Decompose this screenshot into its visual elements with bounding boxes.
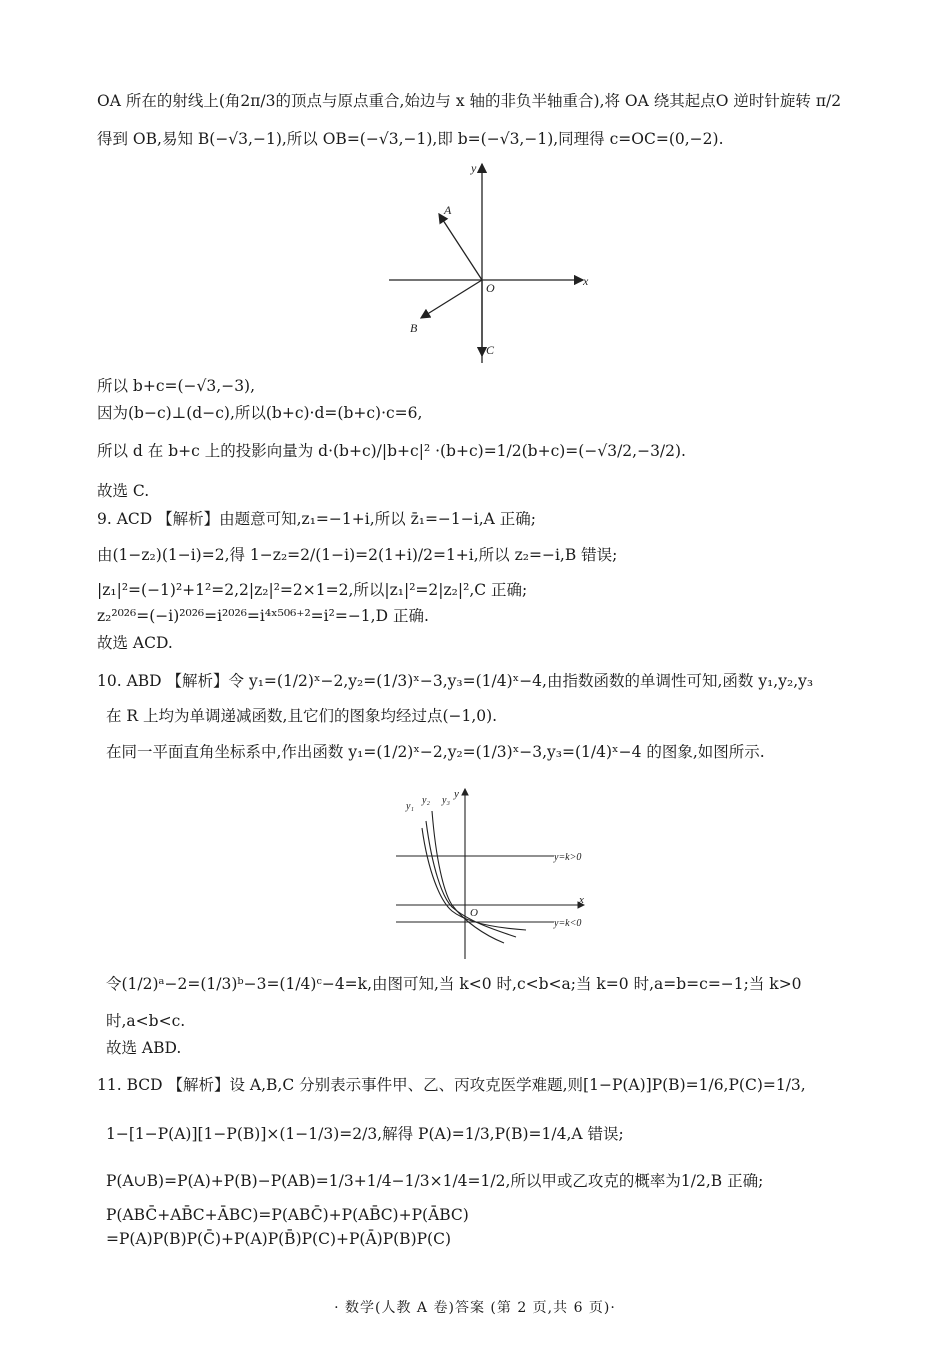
text-line-19: 1−[1−P(A)][1−P(B)]×(1−1/3)=2/3,解得 P(A)=1/3,P(B)=1/4,A 错误; — [106, 1125, 624, 1143]
text-line-17: 故选 ABD. — [106, 1039, 182, 1057]
label-y: y — [454, 788, 459, 800]
label-b: B — [410, 321, 418, 335]
label-y: y — [471, 161, 477, 175]
label-c: C — [486, 343, 495, 357]
label-k-positive: y=k>0 — [554, 852, 582, 863]
label-x: x — [579, 894, 584, 906]
label-x: x — [583, 274, 589, 288]
text-line-2: 得到 OB,易知 B(−√3,−1),所以 OB=(−√3,−1),即 b=(−√3,−1),同理得 c=OC=(0,−2). — [97, 130, 724, 148]
label-a: A — [444, 203, 452, 217]
vector-diagram — [383, 158, 603, 368]
label-y3: y₃ — [442, 795, 450, 806]
label-o: O — [470, 907, 478, 919]
label-y2: y₂ — [422, 795, 430, 806]
text-line-20: P(A∪B)=P(A)+P(B)−P(AB)=1/3+1/4−1/3×1/4=1/2,所以甲或乙攻克的概率为1/2,B 正确; — [106, 1172, 764, 1190]
label-y1: y₁ — [406, 801, 414, 812]
text-line-21: P(ABC̄+AB̄C+ĀBC)=P(ABC̄)+P(AB̄C)+P(ĀBC) — [106, 1206, 469, 1224]
curves-diagram — [392, 783, 602, 963]
label-o: O — [486, 281, 495, 295]
text-line-4: 因为(b−c)⊥(d−c),所以(b+c)·d=(b+c)·c=6, — [97, 404, 423, 422]
text-line-3: 所以 b+c=(−√3,−3), — [97, 377, 256, 395]
text-line-16: 时,a<b<c. — [106, 1012, 186, 1030]
vector-ob — [421, 280, 482, 318]
text-line-22: =P(A)P(B)P(C̄)+P(A)P(B̄)P(C)+P(Ā)P(B)P(C) — [106, 1230, 452, 1248]
text-line-18: 11. BCD 【解析】设 A,B,C 分别表示事件甲、乙、丙攻克医学难题,则[1−P(A)]P(B)=1/6,P(C)=1/3, — [97, 1076, 806, 1094]
text-line-14: 在同一平面直角坐标系中,作出函数 y₁=(1/2)ˣ−2,y₂=(1/3)ˣ−3,y₃=(1/4)ˣ−4 的图象,如图所示. — [106, 743, 765, 761]
text-line-8: 由(1−z₂)(1−i)=2,得 1−z₂=2/(1−i)=2(1+i)/2=1+i,所以 z₂=−i,B 错误; — [97, 546, 618, 564]
text-line-6: 故选 C. — [97, 482, 150, 500]
curve-y3 — [432, 811, 504, 943]
vector-oa — [439, 214, 482, 280]
page-footer: · 数学(人教 A 卷)答案 (第 2 页,共 6 页)· — [334, 1300, 616, 1316]
curve-y2 — [426, 821, 516, 937]
text-line-1: OA 所在的射线上(角2π/3的顶点与原点重合,始边与 x 轴的非负半轴重合),将 OA 绕其起点O 逆时针旋转 π/2 — [97, 92, 842, 110]
text-line-12: 10. ABD 【解析】令 y₁=(1/2)ˣ−2,y₂=(1/3)ˣ−3,y₃=(1/4)ˣ−4,由指数函数的单调性可知,函数 y₁,y₂,y₃ — [97, 672, 814, 690]
label-k-negative: y=k<0 — [554, 918, 582, 929]
text-line-11: 故选 ACD. — [97, 634, 173, 652]
text-line-15: 令(1/2)ᵃ−2=(1/3)ᵇ−3=(1/4)ᶜ−4=k,由图可知,当 k<0 时,c<b<a;当 k=0 时,a=b=c=−1;当 k>0 — [106, 975, 802, 993]
text-line-10: z₂²⁰²⁶=(−i)²⁰²⁶=i²⁰²⁶=i⁴ˣ⁵⁰⁶⁺²=i²=−1,D 正确. — [97, 607, 429, 625]
text-line-7: 9. ACD 【解析】由题意可知,z₁=−1+i,所以 z̄₁=−1−i,A 正确; — [97, 510, 536, 528]
text-line-5: 所以 d 在 b+c 上的投影向量为 d·(b+c)/|b+c|² ·(b+c)=1/2(b+c)=(−√3/2,−3/2). — [97, 442, 686, 460]
text-line-9: |z₁|²=(−1)²+1²=2,2|z₂|²=2×1=2,所以|z₁|²=2|z₂|²,C 正确; — [97, 581, 528, 599]
text-line-13: 在 R 上均为单调递减函数,且它们的图象均经过点(−1,0). — [106, 707, 498, 725]
